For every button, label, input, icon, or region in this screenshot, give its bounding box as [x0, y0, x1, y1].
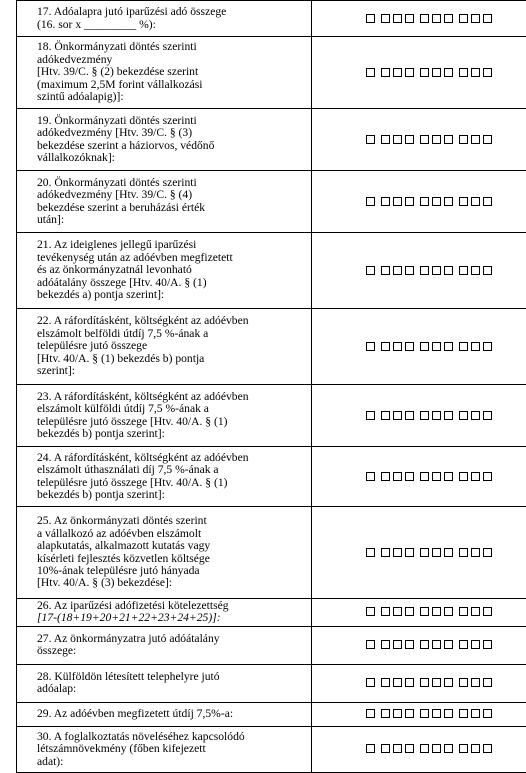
digit-box[interactable]: [366, 14, 375, 23]
digit-box[interactable]: [444, 68, 453, 77]
digit-box[interactable]: [432, 472, 441, 481]
digit-box[interactable]: [405, 197, 414, 206]
digit-box-group: [381, 197, 414, 206]
digit-box[interactable]: [459, 68, 468, 77]
digit-box[interactable]: [405, 14, 414, 23]
digit-box-group: [381, 640, 414, 649]
digit-box-group: [366, 472, 375, 481]
digit-box[interactable]: [459, 14, 468, 23]
form-row: [17, 171, 526, 233]
amount-digit-boxes: [366, 342, 492, 351]
digit-box[interactable]: [366, 68, 375, 77]
amount-boxes-cell: [312, 1, 526, 37]
digit-box-group: [381, 68, 414, 77]
digit-box[interactable]: [381, 68, 390, 77]
digit-box[interactable]: [366, 678, 375, 687]
digit-box[interactable]: [381, 14, 390, 23]
row-label-cell: [17, 171, 312, 233]
amount-boxes-cell: [312, 171, 526, 233]
digit-box[interactable]: [366, 607, 375, 616]
amount-boxes-cell: [312, 702, 526, 726]
digit-box[interactable]: [471, 607, 480, 616]
digit-box[interactable]: [420, 472, 429, 481]
digit-box-group: [366, 678, 375, 687]
digit-box[interactable]: [366, 342, 375, 351]
digit-box[interactable]: [420, 135, 429, 144]
digit-box[interactable]: [393, 472, 402, 481]
digit-box[interactable]: [405, 678, 414, 687]
amount-boxes-cell: [312, 309, 526, 385]
row-label: 17. Adóalapra jutó iparűzési adó összege (16. sor x _________ %):: [37, 6, 307, 31]
row-label: 20. Önkormányzati döntés szerinti adókedvezmény [Htv. 39/C. § (4) bekezdése szerint a beruházási érték után]:: [37, 177, 307, 227]
digit-box[interactable]: [483, 472, 492, 481]
form-row: [17, 233, 526, 309]
digit-box-group: [420, 678, 453, 687]
digit-box[interactable]: [405, 135, 414, 144]
digit-box[interactable]: [471, 709, 480, 718]
digit-box[interactable]: [483, 266, 492, 275]
digit-box-group: [420, 709, 453, 718]
digit-box[interactable]: [444, 266, 453, 275]
digit-box[interactable]: [432, 678, 441, 687]
digit-box[interactable]: [483, 548, 492, 557]
digit-box-group: [381, 472, 414, 481]
digit-box[interactable]: [471, 197, 480, 206]
row-label: 27. Az önkormányzatra jutó adóátalány összege:: [37, 633, 307, 658]
digit-box-group: [366, 342, 375, 351]
digit-box[interactable]: [459, 411, 468, 420]
digit-box-group: [420, 411, 453, 420]
row-label-cell: [17, 599, 312, 627]
digit-box[interactable]: [483, 68, 492, 77]
digit-box[interactable]: [393, 640, 402, 649]
digit-box-group: [366, 68, 375, 77]
digit-box[interactable]: [381, 411, 390, 420]
row-formula: [17-(18+19+20+21+22+23+24+25)]:: [37, 612, 307, 624]
digit-box-group: [366, 709, 375, 718]
digit-box[interactable]: [366, 411, 375, 420]
row-label-cell: [17, 37, 312, 109]
digit-box[interactable]: [432, 135, 441, 144]
digit-box[interactable]: [381, 472, 390, 481]
digit-box-group: [381, 709, 414, 718]
digit-box[interactable]: [381, 607, 390, 616]
digit-box[interactable]: [393, 14, 402, 23]
row-label-cell: [17, 1, 312, 37]
digit-box[interactable]: [432, 266, 441, 275]
digit-box[interactable]: [483, 640, 492, 649]
digit-box[interactable]: [432, 709, 441, 718]
row-label: 30. A foglalkoztatás növeléséhez kapcsolódó létszámnövekmény (főben kifejezett adat):: [37, 731, 307, 768]
digit-box-group: [381, 266, 414, 275]
digit-box[interactable]: [444, 14, 453, 23]
digit-box-group: [459, 678, 492, 687]
row-label: 22. A ráfordításként, költségként az adóévben elszámolt belföldi útdíj 7,5 %-ának a településre jutó összege [Htv. 40/A. § (1) bekezdés b) pontja szerint]:: [37, 315, 307, 377]
row-label-cell: [17, 626, 312, 664]
digit-box[interactable]: [405, 709, 414, 718]
digit-box[interactable]: [420, 342, 429, 351]
amount-digit-boxes: [366, 14, 492, 23]
digit-box-group: [366, 640, 375, 649]
row-label: 18. Önkormányzati döntés szerinti adókedvezmény [Htv. 39/C. § (2) bekezdése szerint (maximum 2,5M forint vállalkozási szintű adóalapig)]:: [37, 41, 307, 103]
digit-box-group: [366, 607, 375, 616]
digit-box[interactable]: [381, 342, 390, 351]
amount-boxes-cell: [312, 626, 526, 664]
digit-box-group: [420, 197, 453, 206]
digit-box[interactable]: [483, 678, 492, 687]
row-label-cell: [17, 233, 312, 309]
row-label-cell: [17, 109, 312, 171]
digit-box-group: [459, 411, 492, 420]
digit-box[interactable]: [444, 197, 453, 206]
digit-box[interactable]: [459, 342, 468, 351]
form-row: [17, 507, 526, 599]
amount-digit-boxes: [366, 548, 492, 557]
digit-box[interactable]: [381, 709, 390, 718]
digit-box[interactable]: [432, 342, 441, 351]
digit-box-group: [459, 548, 492, 557]
amount-digit-boxes: [366, 68, 492, 77]
digit-box[interactable]: [483, 14, 492, 23]
digit-box[interactable]: [381, 266, 390, 275]
digit-box[interactable]: [444, 678, 453, 687]
row-label: 24. A ráfordításként, költségként az adóévben elszámolt úthasználati díj 7,5 %-ának a településre jutó összege [Htv. 40/A. § (1) bekezdés b) pontja szerint]:: [37, 452, 307, 502]
digit-box-group: [381, 14, 414, 23]
digit-box[interactable]: [366, 709, 375, 718]
digit-box-group: [459, 607, 492, 616]
digit-box-group: [420, 135, 453, 144]
digit-box[interactable]: [459, 607, 468, 616]
form-rows: [16, 0, 526, 773]
digit-box-group: [459, 266, 492, 275]
row-label: 29. Az adóévben megfizetett útdíj 7,5%-a:: [37, 708, 307, 720]
digit-box[interactable]: [393, 411, 402, 420]
digit-box[interactable]: [444, 548, 453, 557]
form-row: [17, 385, 526, 447]
digit-box[interactable]: [471, 342, 480, 351]
amount-boxes-cell: [312, 233, 526, 309]
digit-box-group: [381, 342, 414, 351]
digit-box[interactable]: [405, 548, 414, 557]
digit-box[interactable]: [381, 678, 390, 687]
form-row: [17, 1, 526, 37]
digit-box[interactable]: [471, 640, 480, 649]
amount-digit-boxes: [366, 607, 492, 616]
digit-box[interactable]: [393, 135, 402, 144]
digit-box[interactable]: [381, 135, 390, 144]
digit-box[interactable]: [405, 472, 414, 481]
row-label: 23. A ráfordításként, költségként az adóévben elszámolt külföldi útdíj 7,5 %-ának a településre jutó összege [Htv. 40/A. § (1) bekezdés b) pontja szerint]:: [37, 391, 307, 441]
amount-boxes-cell: [312, 385, 526, 447]
amount-digit-boxes: [366, 709, 492, 718]
digit-box-group: [459, 14, 492, 23]
digit-box[interactable]: [459, 709, 468, 718]
digit-box[interactable]: [459, 197, 468, 206]
digit-box[interactable]: [444, 640, 453, 649]
digit-box[interactable]: [432, 14, 441, 23]
digit-box[interactable]: [420, 678, 429, 687]
digit-box[interactable]: [483, 411, 492, 420]
digit-box-group: [459, 640, 492, 649]
digit-box-group: [381, 678, 414, 687]
form-row: [17, 626, 526, 664]
form-row: [17, 664, 526, 702]
row-label: 26. Az iparűzési adófizetési kötelezettség: [37, 600, 307, 612]
amount-digit-boxes: [366, 472, 492, 481]
amount-digit-boxes: [366, 678, 492, 687]
digit-box-group: [381, 135, 414, 144]
amount-boxes-cell: [312, 664, 526, 702]
digit-box[interactable]: [393, 678, 402, 687]
row-label: 19. Önkormányzati döntés szerinti adókedvezmény [Htv. 39/C. § (3) bekezdése szerint a háziorvos, védőnő vállalkozóknak]:: [37, 115, 307, 165]
digit-box-group: [459, 342, 492, 351]
digit-box[interactable]: [483, 342, 492, 351]
digit-box[interactable]: [405, 640, 414, 649]
digit-box-group: [459, 68, 492, 77]
digit-box-group: [366, 411, 375, 420]
digit-box-group: [366, 14, 375, 23]
digit-box[interactable]: [420, 411, 429, 420]
digit-box-group: [366, 266, 375, 275]
digit-box-group: [420, 266, 453, 275]
digit-box[interactable]: [471, 135, 480, 144]
digit-box-group: [366, 135, 375, 144]
digit-box-group: [459, 472, 492, 481]
digit-box[interactable]: [471, 266, 480, 275]
digit-box-group: [420, 68, 453, 77]
digit-box-group: [381, 411, 414, 420]
form-row: [17, 37, 526, 109]
digit-box-group: [381, 607, 414, 616]
digit-box[interactable]: [420, 709, 429, 718]
digit-box[interactable]: [393, 548, 402, 557]
digit-box[interactable]: [405, 607, 414, 616]
digit-box[interactable]: [471, 678, 480, 687]
digit-box[interactable]: [405, 266, 414, 275]
digit-box[interactable]: [366, 197, 375, 206]
amount-digit-boxes: [366, 135, 492, 144]
amount-boxes-cell: [312, 109, 526, 171]
form-row: [17, 599, 526, 627]
digit-box[interactable]: [393, 607, 402, 616]
digit-box[interactable]: [471, 411, 480, 420]
row-label: 28. Külföldön létesített telephelyre jutó adóalap:: [37, 671, 307, 696]
digit-box[interactable]: [393, 197, 402, 206]
digit-box[interactable]: [432, 607, 441, 616]
digit-box[interactable]: [420, 548, 429, 557]
row-label: 21. Az ideiglenes jellegű iparűzési tevékenység után az adóévben megfizetett és az önkormányzatnál levonható adóátalány összege [Htv. 40/A. § (1) bekezdés a) pontja szerint]:: [37, 239, 307, 301]
form-row: [17, 726, 526, 772]
digit-box[interactable]: [366, 266, 375, 275]
digit-box[interactable]: [471, 68, 480, 77]
digit-box[interactable]: [405, 411, 414, 420]
digit-box[interactable]: [459, 266, 468, 275]
digit-box[interactable]: [405, 342, 414, 351]
amount-digit-boxes: [366, 640, 492, 649]
digit-box[interactable]: [483, 709, 492, 718]
amount-digit-boxes: [366, 197, 492, 206]
digit-box[interactable]: [381, 548, 390, 557]
digit-box[interactable]: [459, 472, 468, 481]
digit-box[interactable]: [420, 607, 429, 616]
amount-boxes-cell: [312, 599, 526, 627]
digit-box[interactable]: [483, 607, 492, 616]
form-row: [17, 309, 526, 385]
digit-box[interactable]: [432, 68, 441, 77]
digit-box[interactable]: [420, 640, 429, 649]
digit-box[interactable]: [471, 14, 480, 23]
row-label-cell: [17, 309, 312, 385]
digit-box[interactable]: [381, 640, 390, 649]
digit-box[interactable]: [459, 678, 468, 687]
digit-box-group: [381, 548, 414, 557]
row-label: 25. Az önkormányzati döntés szerint a vállalkozó az adóévben elszámolt alapkutatás, alkalmazott kutatás vagy kísérleti fejlesztés közvetlen költsége 10%-ának településre jutó hányada [Htv. 40/A. § (3) bekezdése]:: [37, 515, 307, 589]
digit-box-group: [420, 342, 453, 351]
digit-box[interactable]: [393, 342, 402, 351]
digit-box[interactable]: [393, 68, 402, 77]
amount-boxes-cell: [312, 447, 526, 507]
amount-boxes-cell: [312, 507, 526, 599]
amount-boxes-cell: [312, 726, 526, 772]
digit-box-group: [459, 197, 492, 206]
row-label-cell: [17, 702, 312, 726]
digit-box[interactable]: [420, 68, 429, 77]
digit-box[interactable]: [366, 135, 375, 144]
digit-box-group: [420, 640, 453, 649]
digit-box-group: [420, 14, 453, 23]
digit-box[interactable]: [432, 411, 441, 420]
digit-box[interactable]: [444, 135, 453, 144]
digit-box[interactable]: [444, 342, 453, 351]
digit-box[interactable]: [366, 640, 375, 649]
amount-digit-boxes: [366, 266, 492, 275]
amount-boxes-cell: [312, 37, 526, 109]
digit-box[interactable]: [432, 197, 441, 206]
row-label-cell: [17, 664, 312, 702]
digit-box[interactable]: [420, 14, 429, 23]
digit-box[interactable]: [444, 472, 453, 481]
digit-box[interactable]: [366, 472, 375, 481]
form-row: [17, 702, 526, 726]
digit-box-group: [420, 548, 453, 557]
row-label-cell: [17, 507, 312, 599]
digit-box[interactable]: [432, 640, 441, 649]
digit-box[interactable]: [459, 640, 468, 649]
tax-form-table: [16, 0, 520, 773]
digit-box[interactable]: [444, 709, 453, 718]
row-label-cell: [17, 447, 312, 507]
form-row: [17, 447, 526, 507]
digit-box-group: [459, 135, 492, 144]
digit-box[interactable]: [459, 548, 468, 557]
digit-box[interactable]: [444, 607, 453, 616]
digit-box[interactable]: [471, 548, 480, 557]
digit-box[interactable]: [483, 135, 492, 144]
digit-box[interactable]: [459, 135, 468, 144]
digit-box[interactable]: [405, 68, 414, 77]
digit-box[interactable]: [471, 472, 480, 481]
digit-box[interactable]: [420, 266, 429, 275]
digit-box[interactable]: [366, 548, 375, 557]
digit-box-group: [420, 472, 453, 481]
digit-box[interactable]: [393, 266, 402, 275]
digit-box[interactable]: [420, 197, 429, 206]
digit-box-group: [420, 607, 453, 616]
amount-digit-boxes: [366, 411, 492, 420]
digit-box-group: [366, 197, 375, 206]
digit-box[interactable]: [483, 197, 492, 206]
digit-box[interactable]: [444, 411, 453, 420]
digit-box-group: [459, 709, 492, 718]
form-row: [17, 109, 526, 171]
digit-box[interactable]: [381, 197, 390, 206]
row-label-cell: [17, 385, 312, 447]
digit-box-group: [366, 548, 375, 557]
digit-box[interactable]: [393, 709, 402, 718]
digit-box[interactable]: [432, 548, 441, 557]
row-label-cell: [17, 726, 312, 772]
